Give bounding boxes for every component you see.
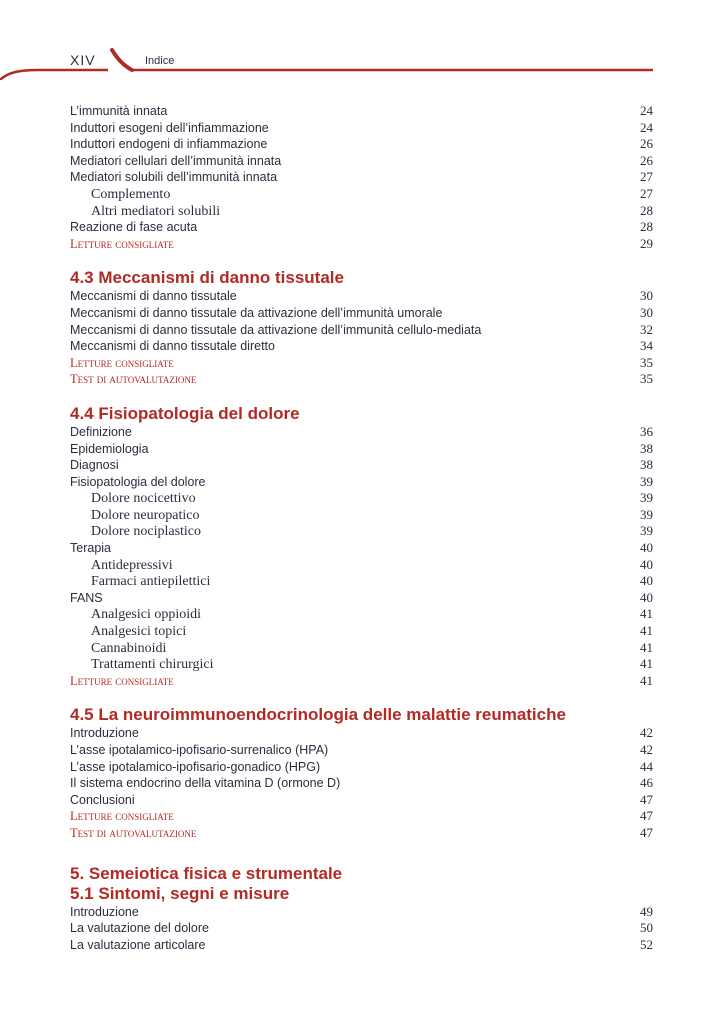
toc-section-intro <box>70 103 653 252</box>
entry-title: Dolore neuropatico <box>91 507 200 523</box>
entry-page: 49 <box>640 903 653 919</box>
entry-page: 28 <box>640 202 653 218</box>
toc-entry[interactable] <box>70 120 653 137</box>
toc-reference-entry[interactable] <box>70 825 653 842</box>
section-heading[interactable]: 5.1 Sintomi, segni e misure <box>70 883 290 903</box>
entry-title: Cannabinoidi <box>91 640 167 656</box>
entry-title: Diagnosi <box>70 458 119 473</box>
toc-entry[interactable] <box>70 322 653 339</box>
toc-entry[interactable] <box>70 904 653 921</box>
toc-entry[interactable] <box>70 759 653 776</box>
toc-entry[interactable] <box>70 103 653 120</box>
entry-title: Epidemiologia <box>70 441 149 456</box>
entry-page: 30 <box>640 304 653 320</box>
entry-title: Letture consigliate <box>70 673 174 688</box>
entry-title: Terapia <box>70 541 111 556</box>
entry-title: Farmaci antiepilettici <box>91 574 211 590</box>
entry-page: 27 <box>640 169 653 185</box>
entry-title: L’asse ipotalamico-ipofisario-gonadico (HPG) <box>70 759 321 774</box>
entry-page: 34 <box>640 338 653 354</box>
toc-entry[interactable] <box>70 136 653 153</box>
entry-page: 50 <box>640 920 653 936</box>
toc-subentry[interactable] <box>70 656 653 673</box>
toc-reference-entry[interactable] <box>70 371 653 388</box>
running-head: Indice <box>145 55 175 67</box>
entry-page: 40 <box>640 589 653 605</box>
entry-title: Complemento <box>91 186 171 202</box>
entry-title: Analgesici oppioidi <box>91 607 202 623</box>
entry-page: 47 <box>640 824 653 840</box>
entry-title: Test di autovalutazione <box>70 372 197 387</box>
entry-title: Trattamenti chirurgici <box>91 657 214 673</box>
entry-page: 46 <box>640 775 653 791</box>
entry-page: 36 <box>640 423 653 439</box>
toc-subentry[interactable] <box>70 523 653 540</box>
toc-entry[interactable] <box>70 288 653 305</box>
entry-page: 39 <box>640 506 653 522</box>
entry-title: La valutazione articolare <box>70 937 206 952</box>
toc-reference-entry[interactable] <box>70 355 653 372</box>
entry-page: 42 <box>640 742 653 757</box>
entry-page: 28 <box>640 219 653 235</box>
toc-entry[interactable] <box>70 775 653 792</box>
toc-entry[interactable] <box>70 169 653 186</box>
toc-subentry[interactable] <box>70 203 653 220</box>
entry-page: 42 <box>640 725 653 741</box>
entry-title: Letture consigliate <box>70 355 174 370</box>
section-heading[interactable]: 4.5 La neuroimmunoendocrinologia delle malattie reumatiche <box>70 705 566 725</box>
entry-page: 29 <box>640 235 653 251</box>
entry-title: Meccanismi di danno tissutale <box>70 289 237 304</box>
entry-page: 41 <box>640 623 653 639</box>
entry-title: Dolore nocicettivo <box>91 491 196 507</box>
entry-page: 38 <box>640 457 653 473</box>
table-of-contents <box>70 103 653 969</box>
toc-subentry[interactable] <box>70 490 653 507</box>
entry-title: FANS <box>70 590 103 605</box>
toc-entry[interactable] <box>70 540 653 557</box>
entry-title: Induttori esogeni dell’infiammazione <box>70 120 269 135</box>
entry-page: 30 <box>640 288 653 304</box>
entry-page: 35 <box>640 371 653 387</box>
page-number: XIV <box>70 52 96 68</box>
toc-entry[interactable] <box>70 338 653 355</box>
entry-page: 39 <box>640 490 653 506</box>
entry-page: 39 <box>640 523 653 539</box>
entry-title: Introduzione <box>70 726 139 741</box>
entry-page: 40 <box>640 573 653 589</box>
toc-subentry[interactable] <box>70 507 653 524</box>
entry-title: Meccanismi di danno tissutale diretto <box>70 339 275 354</box>
page-header <box>0 0 723 80</box>
entry-title: Antidepressivi <box>91 557 173 573</box>
section-heading[interactable]: 4.4 Fisiopatologia del dolore <box>70 403 300 423</box>
entry-title: Mediatori solubili dell’immunità innata <box>70 170 278 185</box>
toc-reference-entry[interactable] <box>70 808 653 825</box>
entry-page: 40 <box>640 556 653 572</box>
toc-entry[interactable] <box>70 153 653 170</box>
toc-entry[interactable] <box>70 792 653 809</box>
entry-page: 27 <box>640 185 653 201</box>
entry-page: 47 <box>640 808 653 824</box>
toc-subentry[interactable] <box>70 640 653 657</box>
entry-title: Altri mediatori solubili <box>91 203 221 219</box>
chapter-heading[interactable]: 5. Semeiotica fisica e strumentale <box>70 863 343 883</box>
entry-page: 39 <box>640 473 653 489</box>
toc-entry[interactable] <box>70 742 653 759</box>
entry-title: L’asse ipotalamico-ipofisario-surrenalico (HPA) <box>70 743 329 757</box>
toc-subentry[interactable] <box>70 186 653 203</box>
toc-chapter-5 <box>70 864 653 954</box>
entry-title: Dolore nociplastico <box>91 524 202 540</box>
entry-title: Test di autovalutazione <box>70 825 197 840</box>
toc-section-4-5 <box>70 705 653 841</box>
entry-title: Introduzione <box>70 904 139 919</box>
toc-subentry[interactable] <box>70 606 653 623</box>
entry-title: Analgesici topici <box>91 624 187 640</box>
entry-page: 41 <box>640 672 653 688</box>
entry-title: Reazione di fase acuta <box>70 220 198 235</box>
entry-title: La valutazione del dolore <box>70 921 209 936</box>
entry-page: 35 <box>640 354 653 370</box>
entry-title: Induttori endogeni di infiammazione <box>70 137 268 152</box>
toc-reference-entry[interactable] <box>70 673 653 690</box>
toc-entry[interactable] <box>70 474 653 491</box>
entry-page: 52 <box>640 936 653 952</box>
toc-entry[interactable] <box>70 920 653 937</box>
toc-entry[interactable] <box>70 457 653 474</box>
entry-page: 26 <box>640 136 653 152</box>
toc-entry[interactable] <box>70 219 653 236</box>
entry-title: L’immunità innata <box>70 104 168 118</box>
entry-page: 26 <box>640 152 653 168</box>
entry-page: 41 <box>640 639 653 655</box>
entry-page: 41 <box>640 656 653 672</box>
entry-title: Definizione <box>70 424 132 439</box>
toc-subentry[interactable] <box>70 573 653 590</box>
toc-entry[interactable] <box>70 305 653 322</box>
toc-reference-entry[interactable] <box>70 236 653 253</box>
entry-title: Meccanismi di danno tissutale da attivazione dell’immunità umorale <box>70 305 443 320</box>
entry-title: Meccanismi di danno tissutale da attivazione dell’immunità cellulo-mediata <box>70 322 482 337</box>
entry-title: Conclusioni <box>70 792 135 807</box>
toc-entry[interactable] <box>70 590 653 607</box>
toc-section-4-3 <box>70 268 653 388</box>
entry-page: 24 <box>640 103 653 118</box>
entry-page: 47 <box>640 791 653 807</box>
entry-title: Mediatori cellulari dell’immunità innata <box>70 153 282 168</box>
entry-title: Letture consigliate <box>70 236 174 251</box>
entry-page: 38 <box>640 440 653 456</box>
entry-page: 24 <box>640 119 653 135</box>
entry-page: 40 <box>640 540 653 556</box>
entry-page: 41 <box>640 606 653 622</box>
entry-title: Letture consigliate <box>70 809 174 824</box>
entry-page: 32 <box>640 321 653 337</box>
toc-subentry[interactable] <box>70 623 653 640</box>
section-heading[interactable]: 4.3 Meccanismi di danno tissutale <box>70 268 344 288</box>
toc-entry[interactable] <box>70 725 653 742</box>
entry-title: Il sistema endocrino della vitamina D (ormone D) <box>70 776 341 791</box>
toc-entry[interactable] <box>70 937 653 954</box>
header-rule <box>0 0 723 80</box>
toc-entry[interactable] <box>70 441 653 458</box>
entry-title: Fisiopatologia del dolore <box>70 474 206 489</box>
toc-entry[interactable] <box>70 424 653 441</box>
toc-subentry[interactable] <box>70 557 653 574</box>
toc-section-4-4 <box>70 404 653 690</box>
entry-page: 44 <box>640 758 653 774</box>
